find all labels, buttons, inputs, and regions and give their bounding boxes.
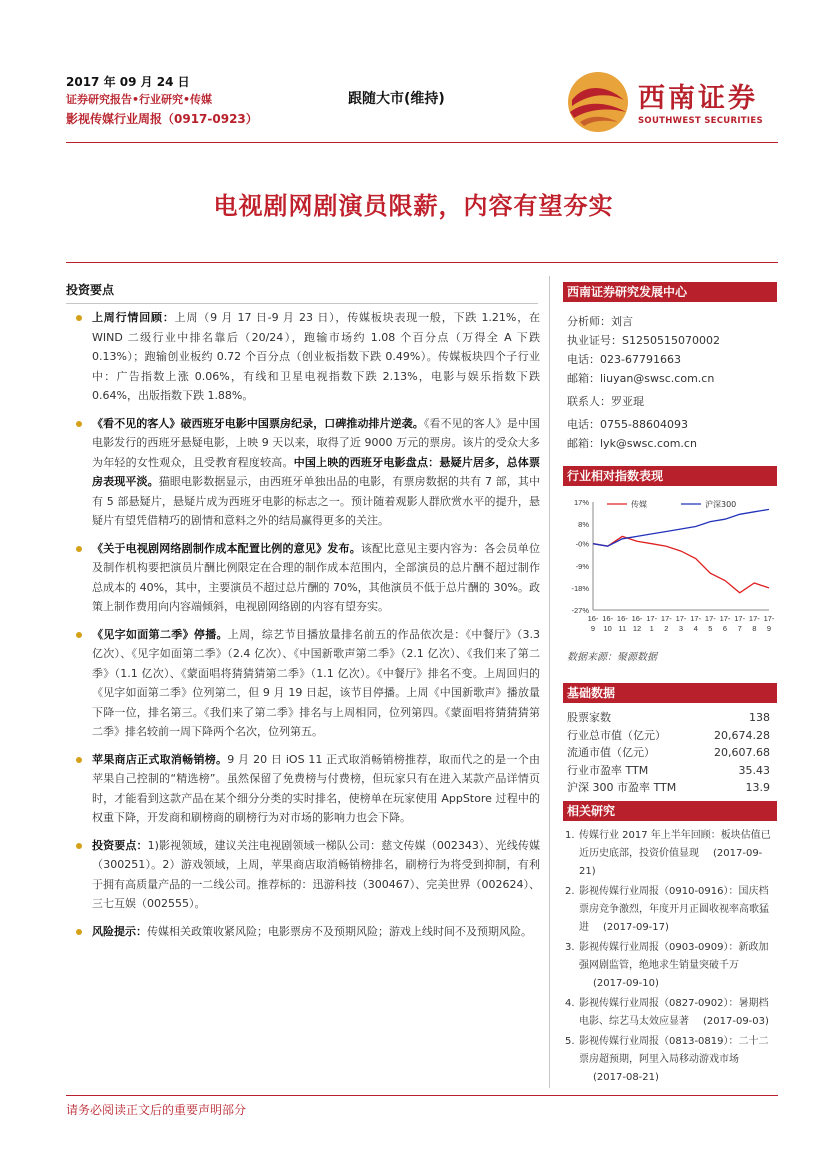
report-series: 影视传媒行业周报（0917-0923） (66, 112, 258, 126)
bullet-text: 猫眼电影数据显示，由西班牙单独出品的电影，有票房数据的共有 7 部，其中有 5 部悬疑片，悬疑片成为西班牙电影的标志之一。预计随着观影人群欣赏水平的提升，悬疑片有望凭借精巧的剧情和意料之外的结局赢得更多的关注。 (92, 475, 540, 527)
row-value: 13.9 (745, 781, 770, 794)
x-tick-label: 17- (675, 614, 687, 623)
y-tick-label: 17% (573, 498, 589, 507)
x-tick-label: 5 (708, 624, 713, 633)
y-tick-label: -27% (571, 606, 589, 615)
x-tick-label: 16- (602, 614, 614, 623)
bullet-risk (66, 922, 540, 942)
bullet-app-store (66, 750, 540, 828)
research-center-title: 西南证券研究发展中心 (563, 282, 777, 302)
item-title: 影视传媒行业周报（0827-0902）：暑期档电影、综艺马太效应显著 (579, 998, 769, 1027)
basic-data-title: 基础数据 (563, 683, 777, 703)
x-tick-label: 1 (649, 624, 654, 633)
research-item[interactable] (563, 883, 777, 937)
series-line-hs300 (593, 509, 769, 546)
title-rule (66, 262, 778, 263)
basic-row-stock-count (567, 709, 777, 727)
x-tick-label: 16- (587, 614, 599, 623)
x-tick-label: 17- (734, 614, 746, 623)
x-tick-label: 17- (646, 614, 658, 623)
header-rule (66, 142, 778, 143)
item-title: 影视传媒行业周报（0910-0916）：国庆档票房竞争激烈，年度开月正圆收视率高歌猛进 (579, 886, 769, 933)
row-value: 138 (749, 711, 770, 724)
logo-text-cn: 西南证券 (638, 83, 758, 114)
item-date: (2017-08-21) (593, 1072, 659, 1083)
research-item[interactable] (563, 1033, 777, 1087)
bullet-market-review (66, 308, 540, 406)
bullet-text: 9 月 20 日 iOS 11 正式取消畅销榜推荐，取而代之的是一个由苹果自己控制的“精选榜”。虽然保留了免费榜与付费榜，但玩家只有在进入某款产品详情页时，才能看到这款产品在某个细分分类的实时排名，使榜单在玩家使用 AppStore 过程中的权重下降，开发商和刷榜商的刷榜行为对市场的影响力也会下降。 (92, 752, 540, 824)
section-heading: 投资要点 (66, 281, 538, 304)
column-divider (549, 276, 550, 1088)
report-date: 2017 年 09 月 24 日 (66, 75, 190, 89)
bullet-text: 上周，综艺节目播放量排名前五的作品依次是：《中餐厅》（3.3 亿次）、《见字如面第二季》（2.4 亿次）、《中国新歌声第二季》（2.1 亿次）、《我们来了第二季》（1.1 亿次）、《蒙面唱将猜猜猜第二季》（1.1 亿次）。《中餐厅》排名不变。上周回归的《见字如面第二季》位列第二，但 9 月 19 日起，该节目停播。上周《中国新歌声》播放量下降一位，排名第三。《我们来了第二季》排名与上周相同，位列第四。《蒙面唱将猜猜猜第二季》排名较前一周下降两个名次，位列第五。 (92, 627, 541, 738)
rating: 跟随大市(维持) (348, 91, 445, 107)
report-title: 电视剧网剧演员限薪，内容有望夯实 (213, 192, 614, 220)
bullet-text: 1)影视领域，建议关注电视剧领域一梯队公司：慈文传媒（002343）、光线传媒（300251）。2）游戏领域，上周，苹果商店取消畅销榜排名，刷榜行为将受到抑制，有利于拥有高质量产品的一二线公司。推荐标的：迅游科技（300467）、完美世界（002624）、三七互娱（002555）。 (92, 838, 541, 910)
row-label: 流通市值（亿元） (567, 746, 655, 759)
item-title: 影视传媒行业周报（0813-0819）：二十二票房超预期，阿里入局移动游戏市场 (579, 1036, 769, 1065)
related-research-title: 相关研究 (563, 801, 777, 821)
row-label: 沪深 300 市盈率 TTM (567, 781, 677, 794)
research-item[interactable] (563, 995, 777, 1031)
footer-disclaimer[interactable]: 请务必阅读正文后的重要声明部分 (66, 1103, 247, 1117)
bullet-text: 上周（9 月 17 日-9 月 23 日），传媒板块表现一般，下跌 1.21%，在 WIND 二级行业中排名靠后（20/24），跑输市场约 1.08 个百分点（万得全 A 下跌 0.13%）；跑输创业板约 0.72 个百分点（创业板指数下跌 0.49%）。传媒板块四个子行业中：广告指数上涨 0.06%，有线和卫星电视指数下跌 2.13%，电影与娱乐指数下跌 0.64%，出版指数下跌 1.88%。 (92, 311, 541, 402)
x-tick-label: 6 (722, 624, 728, 633)
bullet-invisible-guest (66, 414, 540, 531)
y-tick-label: 8% (578, 520, 589, 530)
license-number: 执业证号：S1250515070002 (567, 334, 720, 347)
y-tick-label: -0% (575, 539, 589, 549)
row-label: 行业市盈率 TTM (567, 763, 649, 777)
footer-rule (66, 1095, 778, 1096)
x-tick-label: 2 (664, 624, 669, 633)
research-item[interactable] (563, 827, 777, 881)
x-tick-label: 17- (704, 614, 716, 623)
basic-row-hs300-pe (567, 779, 777, 797)
x-tick-label: 9 (590, 624, 596, 633)
item-date: (2017-09-10) (593, 978, 659, 989)
x-tick-label: 3 (678, 624, 684, 633)
bullet-heading: 风险提示： (92, 924, 147, 938)
basic-data-block (563, 683, 777, 797)
x-tick-label: 12 (632, 624, 642, 633)
row-label: 股票家数 (567, 711, 611, 724)
series-line-media (593, 536, 769, 592)
analyst-name: 分析师：刘言 (567, 315, 633, 328)
analyst-email[interactable]: 邮箱：liuyan@swsc.com.cn (567, 372, 715, 385)
bullet-variety-show (66, 625, 540, 742)
legend-label: 传媒 (631, 500, 647, 509)
item-date: (2017-09-21) (579, 848, 763, 877)
basic-row-float-cap (567, 744, 777, 762)
x-tick-label: 17- (719, 614, 731, 623)
relative-index-chart-block (563, 466, 777, 663)
x-tick-label: 17- (660, 614, 672, 623)
x-tick-label: 17- (763, 614, 775, 623)
bullet-heading: 《看不见的客人》破西班牙电影中国票房纪录，口碑推动排片逆袭。 (92, 416, 424, 430)
analyst-contacts (563, 282, 777, 453)
chart-source: 数据来源：聚源数据 (567, 652, 657, 663)
header-left (66, 74, 258, 127)
x-tick-label: 4 (693, 624, 698, 633)
row-value: 35.43 (738, 763, 770, 777)
row-value: 20,607.68 (714, 746, 770, 759)
bullet-text: 《看不见的客人》是中国电影发行的西班牙悬疑电影，上映 9 天以来，取得了近 9000 万元的票房。该片的受众大多为年轻的女性观众，且受教育程度较高。 (92, 416, 540, 469)
logo-text-en: SOUTHWEST SECURITIES (638, 116, 763, 126)
item-date: (2017-09-03) (703, 1016, 769, 1027)
x-tick-label: 16- (616, 614, 628, 623)
contact-phone: 电话：0755-88604093 (567, 418, 688, 431)
x-tick-label: 10 (603, 624, 612, 633)
item-number: 2. (565, 886, 575, 897)
bullet-investment (66, 836, 540, 914)
x-tick-label: 9 (766, 624, 772, 633)
bullet-heading: 《见字如面第二季》停播。 (92, 627, 228, 641)
chart-title: 行业相对指数表现 (563, 466, 777, 486)
bullet-heading: 苹果商店正式取消畅销榜。 (92, 752, 228, 766)
basic-row-industry-pe (567, 762, 777, 780)
analyst-phone: 电话：023-67791663 (567, 353, 681, 366)
relative-index-chart (563, 494, 777, 646)
item-number: 1. (565, 830, 575, 841)
x-tick-label: 17- (748, 614, 760, 623)
item-number: 5. (565, 1036, 575, 1047)
item-number: 3. (565, 942, 575, 953)
bullet-text: 传媒相关政策收紧风险；电影票房不及预期风险；游戏上线时间不及预期风险。 (147, 924, 532, 938)
contact-email[interactable]: 邮箱：lyk@swsc.com.cn (567, 437, 697, 450)
southwest-securities-logo (566, 70, 766, 134)
related-research-block (563, 801, 777, 1089)
y-tick-label: -18% (571, 583, 589, 593)
x-tick-label: 8 (752, 624, 757, 633)
item-title: 传媒行业 2017 年上半年回顾：板块估值已近历史底部，投资价值显现 (579, 830, 771, 859)
y-tick-label: -9% (575, 561, 589, 571)
row-label: 行业总市值（亿元） (567, 728, 666, 742)
x-tick-label: 17- (690, 614, 702, 623)
research-item[interactable] (563, 939, 777, 993)
bullet-heading: 《关于电视剧网络剧制作成本配置比例的意见》发布。 (92, 541, 361, 555)
item-number: 4. (565, 998, 575, 1009)
contact-name: 联系人：罗亚琨 (567, 395, 644, 408)
bullet-subheading: 中国上映的西班牙电影盘点：悬疑片居多，总体票房表现平淡。 (92, 455, 541, 488)
bullet-text: 该配比意见主要内容为：各会员单位及制作机构要把演员片酬比例限定在合理的制作成本范围内，全部演员的总片酬不超过制作总成本的 40%，其中，主要演员不超过总片酬的 70%，其他演员不低于总片酬的 30%。政策上制作费用向内容端倾斜，电视剧网络剧的内容有望夯实。 (92, 541, 540, 613)
bullet-cost-policy (66, 539, 540, 617)
bullet-heading: 投资要点： (92, 838, 148, 852)
row-value: 20,674.28 (714, 728, 770, 742)
item-title: 影视传媒行业周报（0903-0909）：新政加强网剧监管，绝地求生销量突破千万 (579, 942, 769, 971)
x-tick-label: 11 (618, 624, 627, 633)
logo-emblem-icon (566, 70, 630, 134)
report-category: 证券研究报告•行业研究•传媒 (66, 93, 213, 106)
bullet-heading: 上周行情回顾： (92, 311, 175, 324)
x-tick-label: 16- (631, 614, 643, 623)
x-tick-label: 7 (737, 624, 742, 633)
item-date: (2017-09-17) (603, 922, 669, 933)
main-column (66, 281, 540, 949)
legend-label: 沪深300 (705, 500, 737, 509)
basic-row-total-cap (567, 727, 777, 745)
